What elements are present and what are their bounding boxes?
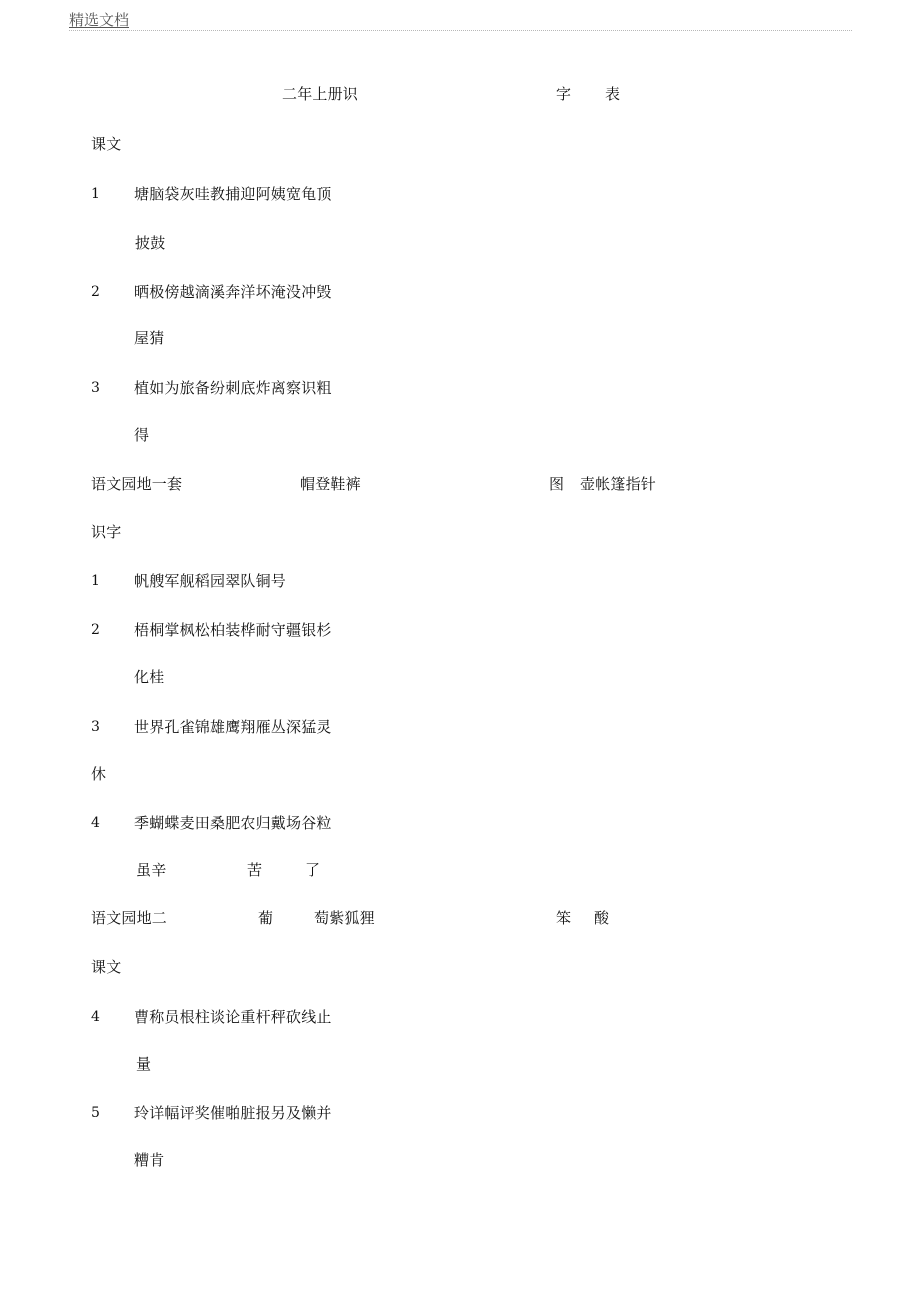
section-heading-kewen: 课文: [91, 958, 122, 976]
garden-one-characters: 帽登鞋裤: [300, 475, 361, 493]
garden-two-characters: 葡: [258, 909, 274, 927]
lesson-characters-continued: 量: [136, 1055, 152, 1073]
garden-one-characters: 壶帐篷指针: [580, 475, 657, 493]
lesson-characters-continued: 休: [91, 765, 107, 783]
lesson-number: 4: [91, 1009, 100, 1025]
lesson-characters-continued: 糟肯: [134, 1151, 165, 1169]
garden-two-characters: 萄紫狐狸: [314, 909, 375, 927]
garden-one-label: 语文园地一套: [91, 475, 183, 493]
lesson-characters: 帆艘军舰稻园翠队铜号: [134, 572, 287, 590]
section-heading-shizi: 识字: [91, 523, 122, 541]
lesson-number: 3: [91, 380, 100, 396]
lesson-characters-continued: 得: [134, 426, 150, 444]
title-part-2: 字: [556, 85, 572, 103]
garden-one-characters: 图: [549, 475, 565, 493]
lesson-characters: 梧桐掌枫松柏装桦耐守疆银杉: [134, 621, 332, 639]
lesson-characters-continued: 化桂: [134, 668, 165, 686]
lesson-characters-continued: 虽辛: [136, 861, 167, 879]
lesson-characters-continued: 披鼓: [135, 234, 166, 252]
lesson-characters: 季蝴蝶麦田桑肥农归戴场谷粒: [134, 814, 332, 832]
page-header-label: 精选文档: [69, 11, 130, 29]
lesson-characters-continued: 苦: [247, 861, 263, 879]
lesson-characters: 植如为旅备纷刺底炸离察识粗: [134, 379, 332, 397]
lesson-number: 2: [91, 622, 100, 638]
lesson-number: 4: [91, 815, 100, 831]
lesson-number: 3: [91, 719, 100, 735]
lesson-characters: 世界孔雀锦雄鹰翔雁丛深猛灵: [134, 718, 332, 736]
garden-two-characters: 酸: [594, 909, 610, 927]
lesson-characters: 晒极傍越滴溪奔洋坏淹没冲毁: [134, 283, 332, 301]
lesson-characters: 塘脑袋灰哇教捕迎阿姨宽龟顶: [134, 185, 332, 203]
lesson-number: 5: [91, 1105, 100, 1121]
garden-two-label: 语文园地二: [91, 909, 168, 927]
header-divider: [69, 30, 852, 31]
lesson-characters: 玲详幅评奖催啪脏报另及懒并: [134, 1104, 332, 1122]
title-part-1: 二年上册识: [282, 85, 359, 103]
lesson-number: 1: [91, 573, 100, 589]
section-heading-kewen: 课文: [91, 135, 122, 153]
lesson-characters: 曹称员根柱谈论重杆秤砍线止: [134, 1008, 332, 1026]
lesson-number: 2: [91, 284, 100, 300]
garden-two-characters: 笨: [556, 909, 572, 927]
lesson-characters-continued: 屋猜: [134, 329, 165, 347]
title-part-3: 表: [605, 85, 621, 103]
lesson-characters-continued: 了: [305, 861, 321, 879]
lesson-number: 1: [91, 186, 100, 202]
